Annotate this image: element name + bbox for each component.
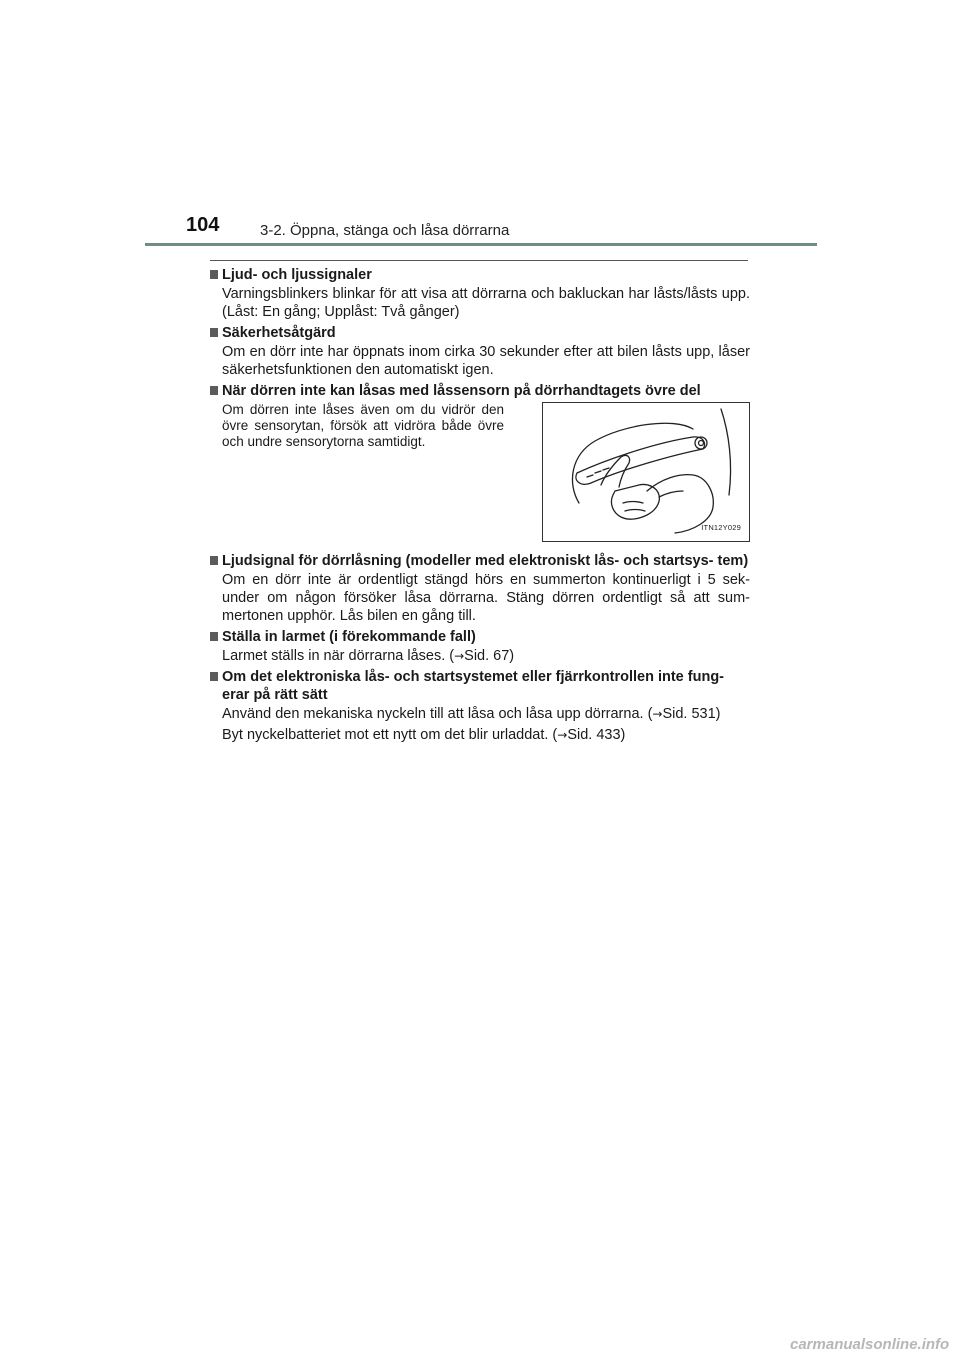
- section-heading: Ställa in larmet (i förekommande fall): [210, 628, 750, 646]
- section-text: Byt nyckelbatteriet mot ett nytt om det blir urladdat. (→Sid. 433): [222, 727, 626, 743]
- figure-caption-text: Om dörren inte låses även om du vidrör den övre sensorytan, försök att vidröra både övre och undre sensorytorna samtidigt.: [222, 402, 504, 449]
- figure-row: [210, 402, 750, 542]
- square-bullet-icon: [210, 632, 218, 641]
- page-reference: Sid. 433): [567, 727, 626, 743]
- arrow-right-icon: →: [557, 728, 568, 742]
- page-content: [210, 266, 750, 747]
- section-text: Larmet ställs in när dörrarna låses. (→Sid. 67): [222, 648, 515, 664]
- square-bullet-icon: [210, 328, 218, 337]
- section-heading: Om det elektroniska lås- och startsystemet eller fjärrkontrollen inte fung- erar på rätt sätt: [210, 668, 750, 704]
- square-bullet-icon: [210, 270, 218, 279]
- section-heading: Säkerhetsåtgärd: [210, 324, 750, 342]
- page-reference: Sid. 67): [464, 648, 515, 664]
- section-text: Varningsblinkers blinkar för att visa att dörrarna och bakluckan har låsts/låsts upp. (Låst: En gång; Upplåst: Två gånger): [222, 286, 750, 320]
- section-system-malfunction: [210, 668, 750, 744]
- square-bullet-icon: [210, 556, 218, 565]
- figure-code: ITN12Y029: [701, 523, 741, 532]
- section-door-lock-buzzer: [210, 552, 750, 625]
- section-heading: Ljud- och ljussignaler: [210, 266, 750, 284]
- section-set-alarm: [210, 628, 750, 665]
- section-text: Använd den mekaniska nyckeln till att låsa och låsa upp dörrarna. (→Sid. 531): [222, 706, 721, 722]
- section-safety-measure: [210, 324, 750, 379]
- square-bullet-icon: [210, 386, 218, 395]
- arrow-right-icon: →: [454, 649, 465, 663]
- section-text: Om en dörr inte har öppnats inom cirka 30 sekunder efter att bilen låsts upp, låser säkerhetsfunktionen den automatiskt igen.: [222, 344, 750, 378]
- page-number: 104: [186, 214, 220, 236]
- watermark: carmanualsonline.info: [790, 1336, 950, 1353]
- page-reference: Sid. 531): [662, 706, 721, 722]
- door-handle-illustration: [542, 402, 750, 542]
- chapter-title: 3-2. Öppna, stänga och låsa dörrarna: [260, 222, 510, 239]
- section-text: Om en dörr inte är ordentligt stängd hörs en summerton kontinuerligt i 5 sek- under om någon försöker låsa dörrarna. Stäng dörren ordentligt så att sum- mertonen upphör. Lås bilen en gång till.: [222, 572, 750, 624]
- arrow-right-icon: →: [652, 707, 663, 721]
- section-sound-light-signals: [210, 266, 750, 321]
- section-heading: När dörren inte kan låsas med låssensorn på dörrhandtagets övre del: [210, 382, 750, 400]
- section-rule: [210, 260, 748, 261]
- header-rule: [145, 243, 817, 246]
- section-lock-sensor: [210, 382, 750, 542]
- section-heading: Ljudsignal för dörrlåsning (modeller med elektroniskt lås- och startsys- tem): [210, 552, 750, 570]
- square-bullet-icon: [210, 672, 218, 681]
